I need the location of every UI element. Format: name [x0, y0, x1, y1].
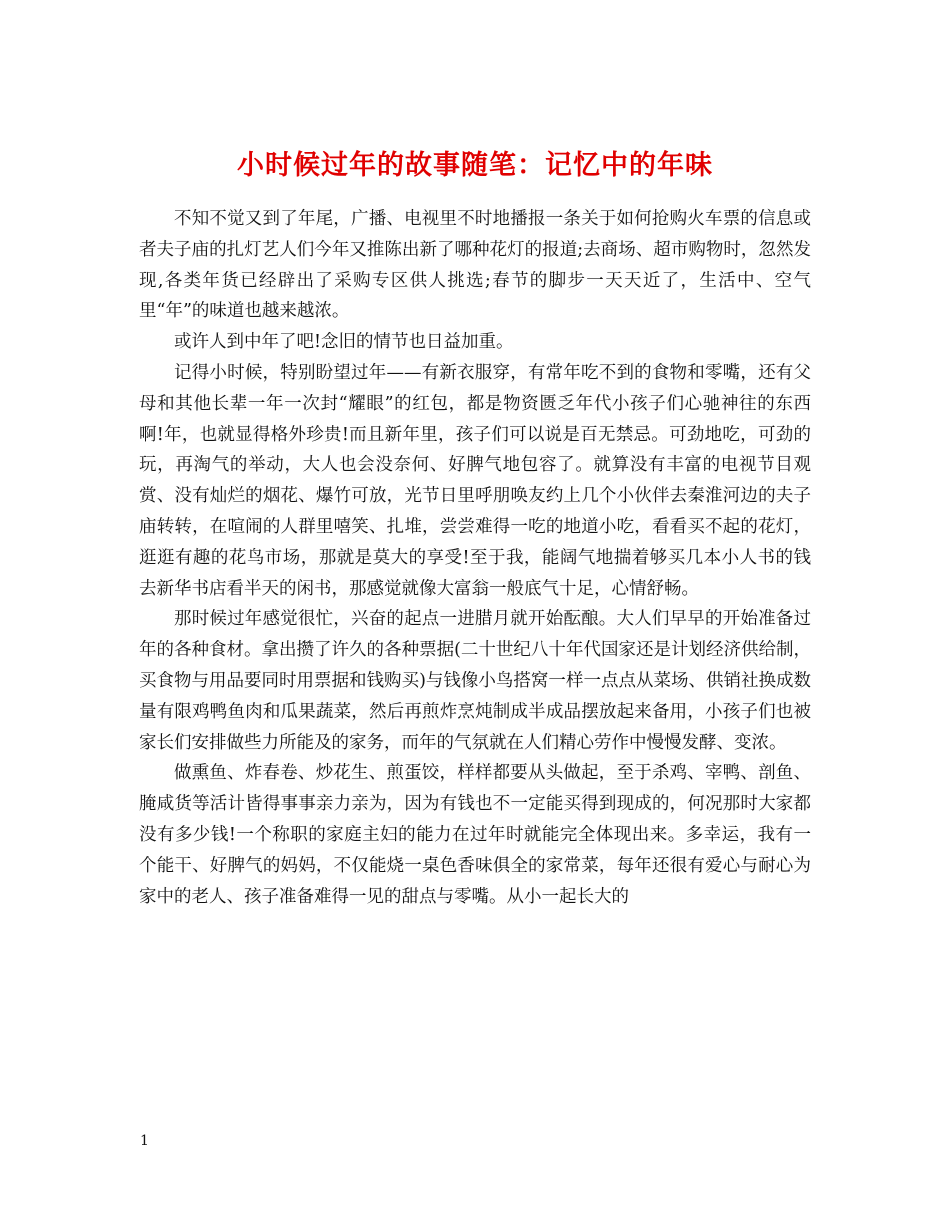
paragraph: 那时候过年感觉很忙，兴奋的起点一进腊月就开始酝酿。大人们早早的开始准备过年的各种食材。拿出攒了许久的各种票据(二十世纪八十年代国家还是计划经济供给制，买食物与用品要同时用票据和钱购买)与钱像小鸟搭窝一样一点点从菜场、供销社换成数量有限鸡鸭鱼肉和瓜果蔬菜，然后再煎炸烹炖制成半成品摆放起来备用，小孩子们也被家长们安排做些力所能及的家务，而年的气氛就在人们精心劳作中慢慢发酵、变浓。 — [139, 609, 811, 753]
document-title: 小时候过年的故事随笔：记忆中的年味 — [237, 150, 713, 182]
paragraph: 做熏鱼、炸春卷、炒花生、煎蛋饺，样样都要从头做起，至于杀鸡、宰鸭、剖鱼、腌咸货等活计皆得事事亲力亲为，因为有钱也不一定能买得到现成的，何况那时大家都没有多少钱!一个称职的家庭主妇的能力在过年时就能完全体现出来。多幸运，我有一个能干、好脾气的妈妈，不仅能烧一桌色香味俱全的家常菜，每年还很有爱心与耐心为家中的老人、孩子准备难得一见的甜点与零嘴。从小一起长大的 — [139, 763, 811, 907]
paragraph: 不知不觉又到了年尾，广播、电视里不时地播报一条关于如何抢购火车票的信息或者夫子庙的扎灯艺人们今年又推陈出新了哪种花灯的报道;去商场、超市购物时，忽然发现,各类年货已经辟出了采购专区供人挑选;春节的脚步一天天近了，生活中、空气里“年”的味道也越来越浓。 — [139, 209, 811, 322]
paragraph: 或许人到中年了吧!念旧的情节也日益加重。 — [174, 332, 514, 353]
document-body — [139, 204, 811, 912]
paragraph: 记得小时候，特别盼望过年——有新衣服穿，有常年吃不到的食物和零嘴，还有父母和其他长辈一年一次封“耀眼”的红包，都是物资匮乏年代小孩子们心驰神往的东西啊!年，也就显得格外珍贵!而且新年里，孩子们可以说是百无禁忌。可劲地吃，可劲的玩，再淘气的举动，大人也会没奈何、好脾气地包容了。就算没有丰富的电视节目观赏、没有灿烂的烟花、爆竹可放，光节日里呼朋唤友约上几个小伙伴去秦淮河边的夫子庙转转，在喧闹的人群里嘻笑、扎堆，尝尝难得一吃的地道小吃，看看买不起的花灯，逛逛有趣的花鸟市场，那就是莫大的享受!至于我，能阔气地揣着够买几本小人书的钱去新华书店看半天的闲书，那感觉就像大富翁一般底气十足，心情舒畅。 — [139, 362, 811, 599]
page-number: 1 — [140, 1133, 149, 1149]
